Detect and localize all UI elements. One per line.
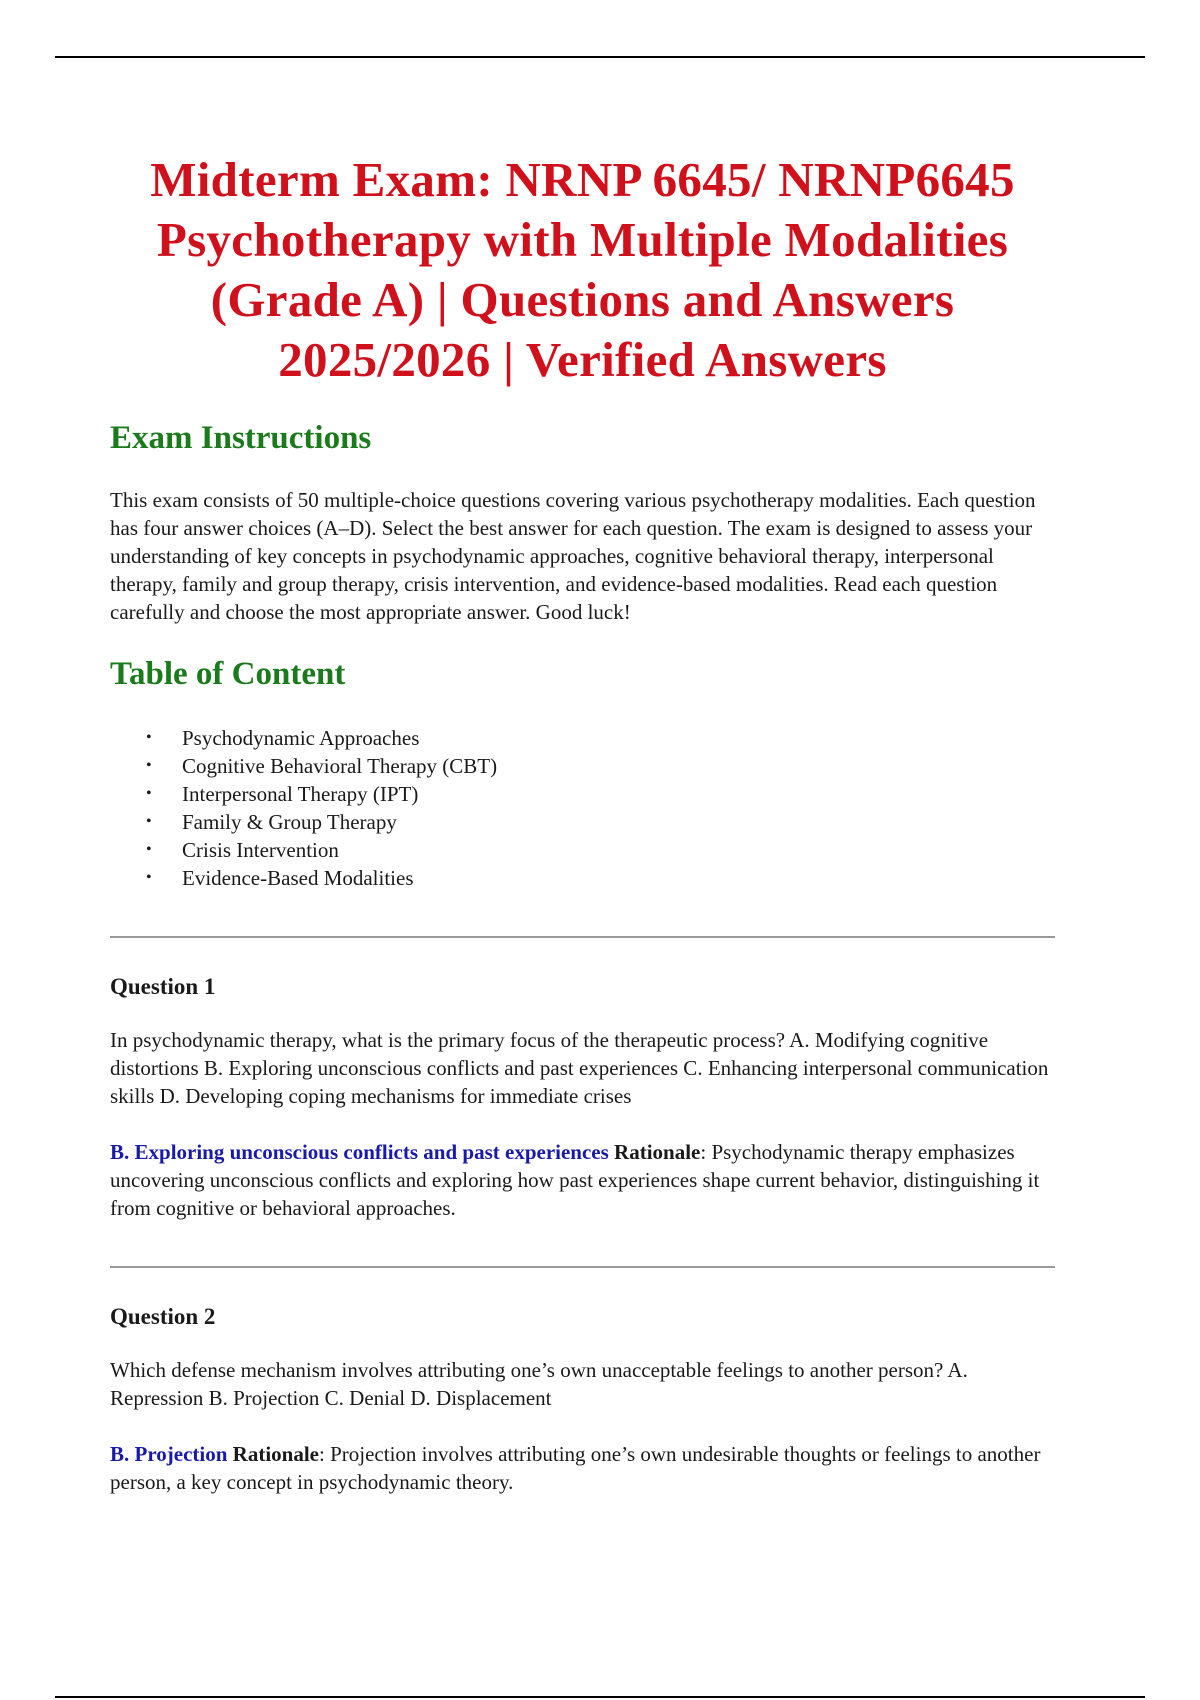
toc-item (110, 752, 1055, 780)
toc-item-label: Cognitive Behavioral Therapy (CBT) (182, 754, 498, 778)
rationale-text: : Projection involves attributing one’s own undesirable thoughts or feelings to another person, a key concept in psychodynamic theory. (110, 1442, 1041, 1494)
toc-item-label: Family & Group Therapy (182, 810, 397, 834)
document-title (110, 150, 1055, 390)
title-line-4: 2025/2026 | Verified Answers (278, 332, 887, 387)
toc-item-label: Evidence-Based Modalities (182, 866, 414, 890)
top-page-rule (55, 56, 1145, 58)
instructions-text: This exam consists of 50 multiple-choice questions covering various psychotherapy modalities. Each question has four answer choices (A–D). Select the best answer for each question. The exam is designed to assess your understanding of key concepts in psychodynamic approaches, cognitive behavioral therapy, interpersonal therapy, family and group therapy, crisis intervention, and evidence-based modalities. Read each question carefully and choose the most appropriate answer. Good luck! (110, 488, 1036, 624)
toc-item (110, 864, 1055, 892)
rationale-label: Rationale (614, 1140, 701, 1164)
toc-item-label: Crisis Intervention (182, 838, 339, 862)
answer-block (110, 1440, 1055, 1496)
toc-heading: Table of Content (110, 656, 346, 692)
question-text: Which defense mechanism involves attributing one’s own unacceptable feelings to another person? A. Repression B. Projection C. Denial D. Displacement (110, 1358, 968, 1410)
answer-key: B. Exploring unconscious conflicts and past experiences (110, 1140, 609, 1164)
question-1 (110, 972, 1055, 1222)
toc-item (110, 780, 1055, 808)
answer-block (110, 1138, 1055, 1222)
bullet-icon: • (146, 869, 152, 886)
toc-item-label: Interpersonal Therapy (IPT) (182, 782, 419, 806)
question-heading: Question 1 (110, 974, 216, 999)
bullet-icon: • (146, 785, 152, 802)
bullet-icon: • (146, 813, 152, 830)
title-line-2: Psychotherapy with Multiple Modalities (156, 212, 1009, 267)
toc-list (110, 724, 1055, 892)
section-divider (110, 936, 1055, 938)
title-line-1: Midterm Exam: NRNP 6645/ NRNP6645 (150, 152, 1015, 207)
section-divider (110, 1266, 1055, 1268)
rationale-text: : Psychodynamic therapy emphasizes uncovering unconscious conflicts and exploring how past experiences shape current behavior, distinguishing it from cognitive or behavioral approaches. (110, 1140, 1040, 1220)
toc-item (110, 836, 1055, 864)
title-line-3: (Grade A) | Questions and Answers (210, 272, 955, 327)
answer-key: B. Projection (110, 1442, 228, 1466)
question-heading: Question 2 (110, 1304, 216, 1329)
question-text: In psychodynamic therapy, what is the primary focus of the therapeutic process? A. Modifying cognitive distortions B. Exploring unconscious conflicts and past experiences C. Enhancing interpersonal communication skills D. Developing coping mechanisms for immediate crises (110, 1028, 1049, 1108)
bullet-icon: • (146, 757, 152, 774)
bullet-icon: • (146, 729, 152, 746)
bottom-page-rule (55, 1696, 1145, 1698)
document-body (110, 150, 1055, 1496)
rationale-label: Rationale (232, 1442, 319, 1466)
toc-item (110, 808, 1055, 836)
toc-item-label: Psychodynamic Approaches (182, 726, 420, 750)
question-2 (110, 1302, 1055, 1496)
instructions-heading: Exam Instructions (110, 420, 372, 456)
toc-item (110, 724, 1055, 752)
bullet-icon: • (146, 841, 152, 858)
